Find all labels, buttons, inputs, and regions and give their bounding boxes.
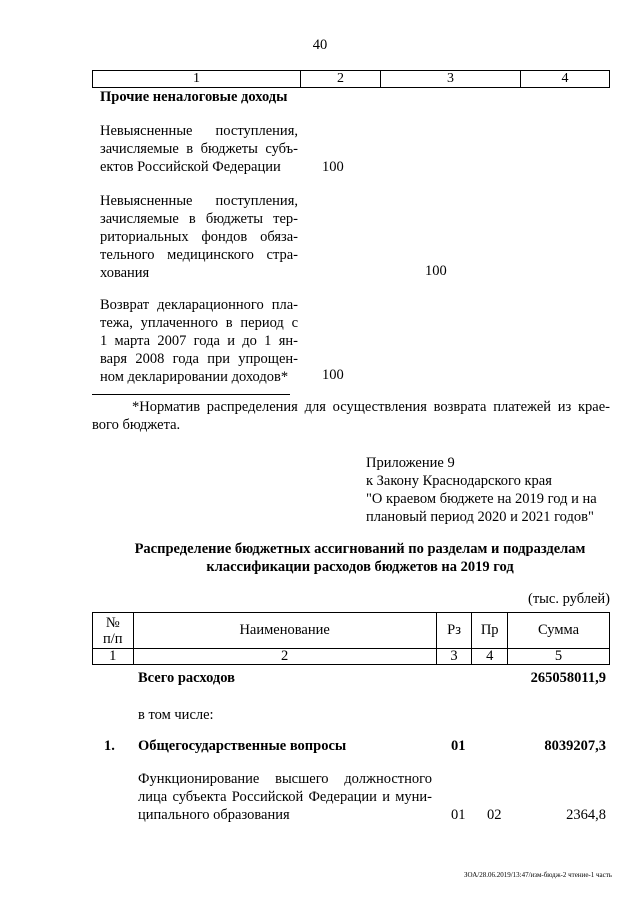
subsection-pr: 02 — [487, 807, 502, 823]
row3-line: Возврат декларационного пла- — [100, 297, 298, 313]
section-1-num: 1. — [104, 738, 115, 754]
subsection-sum: 2364,8 — [566, 807, 606, 823]
sub-line: лица субъекта Российской Федерации и муни- — [138, 789, 432, 805]
section-1-rz: 01 — [451, 738, 466, 754]
top-row-1-col2: 100 — [322, 159, 344, 175]
top-col-2: 2 — [301, 71, 381, 87]
total-label: Всего расходов — [138, 670, 235, 686]
appendix-line-4: плановый период 2020 и 2021 годов" — [366, 509, 594, 525]
row3-line: тежа, уплаченного в период с — [100, 315, 298, 331]
sub-line: Функционирование высшего должностного — [138, 771, 432, 787]
including-label: в том числе: — [138, 707, 214, 723]
main-title — [0, 540, 640, 576]
header-num-line-2: п/п — [102, 630, 123, 647]
top-row-2-name — [100, 192, 298, 282]
main-title-line-2: классификации расходов бюджетов на 2019 год — [206, 559, 514, 575]
header-sum: Сумма — [508, 613, 610, 649]
budget-table-header — [92, 612, 610, 665]
section-1-name: Общегосударственные вопросы — [138, 738, 347, 754]
row2-line: риториальных фондов обяза- — [100, 229, 298, 245]
row3-line: ном декларировании доходов* — [100, 369, 289, 385]
row2-line: зачисляемые в бюджеты тер- — [100, 211, 298, 227]
top-table-header — [92, 70, 610, 88]
top-row-2-col3: 100 — [425, 263, 447, 279]
footnote-line-1: *Норматив распределения для осуществления возврата платежей из крае- — [132, 399, 610, 415]
row3-line: 1 марта 2007 года и до 1 ян- — [100, 333, 298, 349]
index-cell: 1 — [93, 649, 134, 665]
top-col-4: 4 — [561, 71, 569, 86]
top-row-3-col2: 100 — [322, 367, 344, 383]
row2-line: хования — [100, 265, 150, 281]
header-rz: Рз — [436, 613, 472, 649]
main-title-line-1: Распределение бюджетных ассигнований по разделам и подразделам — [134, 541, 586, 557]
appendix-block — [366, 454, 616, 526]
header-num — [93, 613, 134, 649]
appendix-line-2: к Закону Краснодарского края — [366, 473, 552, 489]
row1-line: ектов Российской Федерации — [100, 159, 281, 175]
index-cell: 2 — [133, 649, 436, 665]
footnote — [92, 398, 610, 434]
top-row-3-name — [100, 296, 298, 386]
row1-line: Невыясненные поступления, — [100, 123, 298, 139]
top-col-3: 3 — [381, 71, 521, 87]
top-col-1: 1 — [93, 71, 301, 87]
page-number: 40 — [312, 37, 328, 53]
header-name: Наименование — [133, 613, 436, 649]
footer-stamp: ЗОА/28.06.2019/13:47/изм-бюдж-2 чтение-1 часть — [464, 871, 612, 879]
row2-line: Невыясненные поступления, — [100, 193, 298, 209]
index-cell: 4 — [472, 649, 508, 665]
footnote-line-2: вого бюджета. — [92, 417, 181, 433]
subsection-rz: 01 — [451, 807, 466, 823]
section-1-sum: 8039207,3 — [544, 738, 606, 754]
appendix-line-3: "О краевом бюджете на 2019 год и на — [366, 491, 597, 507]
section-title: Прочие неналоговые доходы — [100, 89, 288, 105]
sub-line: ципального образования — [138, 807, 290, 823]
row1-line: зачисляемые в бюджеты субъ- — [100, 141, 298, 157]
top-row-1-name — [100, 122, 298, 176]
header-pr: Пр — [472, 613, 508, 649]
total-value: 265058011,9 — [530, 670, 606, 686]
row2-line: тельного медицинского стра- — [100, 247, 298, 263]
index-cell: 5 — [508, 649, 610, 665]
header-num-line-1: № — [105, 614, 120, 631]
row3-line: варя 2008 года при упрощен- — [100, 351, 298, 367]
units-label: (тыс. рублей) — [528, 591, 610, 607]
subsection-name — [138, 770, 432, 824]
appendix-line-1: Приложение 9 — [366, 455, 455, 471]
footnote-separator — [92, 394, 290, 395]
index-cell: 3 — [436, 649, 472, 665]
